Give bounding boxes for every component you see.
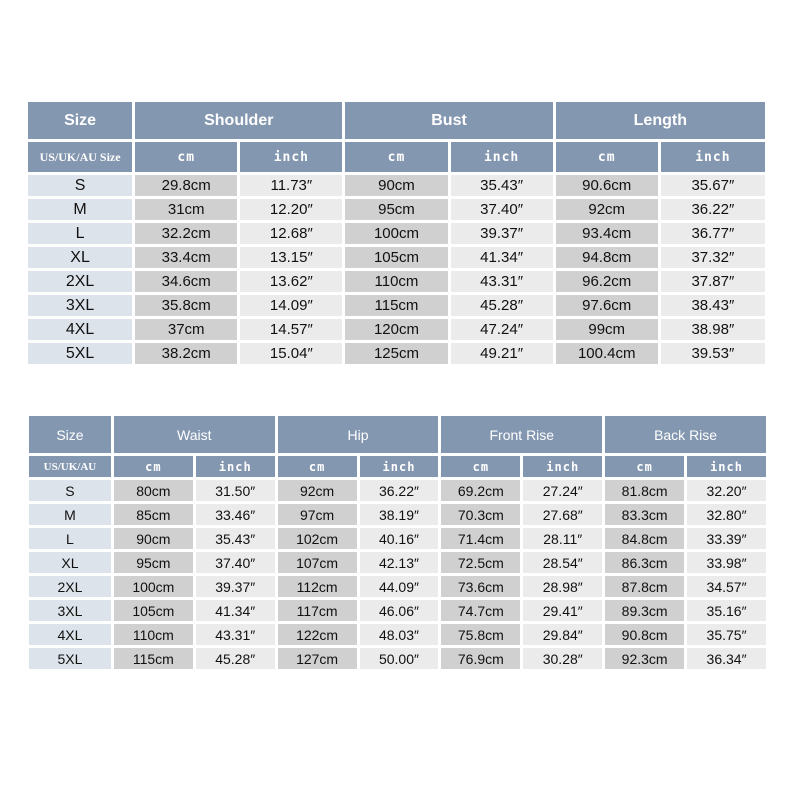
- cm-value-cell: 100cm: [114, 576, 193, 597]
- bust-header: Bust: [345, 102, 552, 139]
- cm-value-cell: 105cm: [345, 247, 447, 268]
- inch-value-cell: 27.68″: [523, 504, 602, 525]
- inch-value-cell: 27.24″: [523, 480, 602, 501]
- size-cell: S: [29, 480, 111, 501]
- cm-value-cell: 87.8cm: [605, 576, 684, 597]
- size-header: Size: [28, 102, 132, 139]
- cm-value-cell: 97cm: [278, 504, 357, 525]
- inch-value-cell: 43.31″: [451, 271, 553, 292]
- inch-value-cell: 33.46″: [196, 504, 275, 525]
- inch-value-cell: 36.34″: [687, 648, 766, 669]
- unit-inch: inch: [451, 142, 553, 172]
- table-row: [28, 319, 765, 340]
- unit-inch: inch: [523, 456, 602, 477]
- inch-value-cell: 46.06″: [360, 600, 439, 621]
- inch-value-cell: 49.21″: [451, 343, 553, 364]
- inch-value-cell: 28.98″: [523, 576, 602, 597]
- cm-value-cell: 69.2cm: [441, 480, 520, 501]
- size-cell: 3XL: [28, 295, 132, 316]
- inch-value-cell: 38.19″: [360, 504, 439, 525]
- inch-value-cell: 13.15″: [240, 247, 342, 268]
- cm-value-cell: 100cm: [345, 223, 447, 244]
- inch-value-cell: 35.16″: [687, 600, 766, 621]
- waist-header: Waist: [114, 416, 275, 453]
- size-chart-bottom-body: [29, 480, 766, 669]
- inch-value-cell: 13.62″: [240, 271, 342, 292]
- cm-value-cell: 99cm: [556, 319, 658, 340]
- inch-value-cell: 30.28″: [523, 648, 602, 669]
- inch-value-cell: 29.41″: [523, 600, 602, 621]
- cm-value-cell: 125cm: [345, 343, 447, 364]
- inch-value-cell: 32.80″: [687, 504, 766, 525]
- table-row: [28, 247, 765, 268]
- inch-value-cell: 12.68″: [240, 223, 342, 244]
- size-cell: XL: [29, 552, 111, 573]
- inch-value-cell: 35.75″: [687, 624, 766, 645]
- cm-value-cell: 90.6cm: [556, 175, 658, 196]
- table-row: [29, 624, 766, 645]
- cm-value-cell: 95cm: [114, 552, 193, 573]
- cm-value-cell: 72.5cm: [441, 552, 520, 573]
- cm-value-cell: 110cm: [114, 624, 193, 645]
- unit-cm: cm: [556, 142, 658, 172]
- region-label: US/UK/AU Size: [28, 142, 132, 172]
- cm-value-cell: 92.3cm: [605, 648, 684, 669]
- unit-inch: inch: [687, 456, 766, 477]
- table-row: [28, 175, 765, 196]
- cm-value-cell: 76.9cm: [441, 648, 520, 669]
- cm-value-cell: 38.2cm: [135, 343, 237, 364]
- table-row: [29, 480, 766, 501]
- cm-value-cell: 33.4cm: [135, 247, 237, 268]
- cm-value-cell: 35.8cm: [135, 295, 237, 316]
- size-chart-bottom: [26, 413, 769, 672]
- cm-value-cell: 122cm: [278, 624, 357, 645]
- cm-value-cell: 112cm: [278, 576, 357, 597]
- cm-value-cell: 70.3cm: [441, 504, 520, 525]
- table-row: [28, 343, 765, 364]
- table-row: [29, 528, 766, 549]
- unit-row: [29, 456, 766, 477]
- back-rise-header: Back Rise: [605, 416, 766, 453]
- inch-value-cell: 39.53″: [661, 343, 765, 364]
- cm-value-cell: 31cm: [135, 199, 237, 220]
- inch-value-cell: 33.39″: [687, 528, 766, 549]
- table-row: [29, 504, 766, 525]
- cm-value-cell: 86.3cm: [605, 552, 684, 573]
- header-row: [29, 416, 766, 453]
- size-cell: 5XL: [29, 648, 111, 669]
- unit-cm: cm: [114, 456, 193, 477]
- size-cell: 2XL: [29, 576, 111, 597]
- cm-value-cell: 110cm: [345, 271, 447, 292]
- unit-row: [28, 142, 765, 172]
- inch-value-cell: 37.32″: [661, 247, 765, 268]
- unit-inch: inch: [661, 142, 765, 172]
- cm-value-cell: 37cm: [135, 319, 237, 340]
- table-row: [29, 600, 766, 621]
- cm-value-cell: 120cm: [345, 319, 447, 340]
- hip-header: Hip: [278, 416, 439, 453]
- cm-value-cell: 95cm: [345, 199, 447, 220]
- size-cell: 4XL: [28, 319, 132, 340]
- cm-value-cell: 107cm: [278, 552, 357, 573]
- cm-value-cell: 34.6cm: [135, 271, 237, 292]
- cm-value-cell: 97.6cm: [556, 295, 658, 316]
- cm-value-cell: 71.4cm: [441, 528, 520, 549]
- inch-value-cell: 37.87″: [661, 271, 765, 292]
- cm-value-cell: 29.8cm: [135, 175, 237, 196]
- cm-value-cell: 81.8cm: [605, 480, 684, 501]
- region-label: US/UK/AU: [29, 456, 111, 477]
- inch-value-cell: 43.31″: [196, 624, 275, 645]
- size-cell: 5XL: [28, 343, 132, 364]
- inch-value-cell: 15.04″: [240, 343, 342, 364]
- inch-value-cell: 35.43″: [451, 175, 553, 196]
- cm-value-cell: 92cm: [278, 480, 357, 501]
- inch-value-cell: 33.98″: [687, 552, 766, 573]
- unit-cm: cm: [345, 142, 447, 172]
- inch-value-cell: 38.43″: [661, 295, 765, 316]
- unit-inch: inch: [360, 456, 439, 477]
- shoulder-header: Shoulder: [135, 102, 342, 139]
- inch-value-cell: 29.84″: [523, 624, 602, 645]
- cm-value-cell: 115cm: [345, 295, 447, 316]
- front-rise-header: Front Rise: [441, 416, 602, 453]
- size-cell: 2XL: [28, 271, 132, 292]
- unit-inch: inch: [196, 456, 275, 477]
- inch-value-cell: 47.24″: [451, 319, 553, 340]
- table-row: [28, 271, 765, 292]
- inch-value-cell: 39.37″: [451, 223, 553, 244]
- inch-value-cell: 41.34″: [196, 600, 275, 621]
- inch-value-cell: 32.20″: [687, 480, 766, 501]
- cm-value-cell: 85cm: [114, 504, 193, 525]
- cm-value-cell: 94.8cm: [556, 247, 658, 268]
- cm-value-cell: 83.3cm: [605, 504, 684, 525]
- cm-value-cell: 100.4cm: [556, 343, 658, 364]
- inch-value-cell: 34.57″: [687, 576, 766, 597]
- inch-value-cell: 35.67″: [661, 175, 765, 196]
- inch-value-cell: 11.73″: [240, 175, 342, 196]
- inch-value-cell: 45.28″: [196, 648, 275, 669]
- cm-value-cell: 73.6cm: [441, 576, 520, 597]
- table-row: [29, 648, 766, 669]
- inch-value-cell: 35.43″: [196, 528, 275, 549]
- size-cell: M: [29, 504, 111, 525]
- header-row: [28, 102, 765, 139]
- unit-cm: cm: [605, 456, 684, 477]
- table-row: [29, 576, 766, 597]
- inch-value-cell: 36.22″: [661, 199, 765, 220]
- cm-value-cell: 84.8cm: [605, 528, 684, 549]
- size-header: Size: [29, 416, 111, 453]
- cm-value-cell: 102cm: [278, 528, 357, 549]
- inch-value-cell: 28.54″: [523, 552, 602, 573]
- cm-value-cell: 92cm: [556, 199, 658, 220]
- cm-value-cell: 90.8cm: [605, 624, 684, 645]
- inch-value-cell: 14.09″: [240, 295, 342, 316]
- cm-value-cell: 75.8cm: [441, 624, 520, 645]
- table-row: [28, 199, 765, 220]
- size-chart-top: [25, 99, 768, 367]
- unit-inch: inch: [240, 142, 342, 172]
- cm-value-cell: 90cm: [345, 175, 447, 196]
- inch-value-cell: 48.03″: [360, 624, 439, 645]
- size-cell: 3XL: [29, 600, 111, 621]
- inch-value-cell: 44.09″: [360, 576, 439, 597]
- size-cell: L: [28, 223, 132, 244]
- cm-value-cell: 96.2cm: [556, 271, 658, 292]
- cm-value-cell: 90cm: [114, 528, 193, 549]
- table-row: [28, 223, 765, 244]
- cm-value-cell: 74.7cm: [441, 600, 520, 621]
- cm-value-cell: 127cm: [278, 648, 357, 669]
- inch-value-cell: 45.28″: [451, 295, 553, 316]
- cm-value-cell: 117cm: [278, 600, 357, 621]
- cm-value-cell: 80cm: [114, 480, 193, 501]
- inch-value-cell: 41.34″: [451, 247, 553, 268]
- inch-value-cell: 42.13″: [360, 552, 439, 573]
- inch-value-cell: 50.00″: [360, 648, 439, 669]
- cm-value-cell: 32.2cm: [135, 223, 237, 244]
- unit-cm: cm: [278, 456, 357, 477]
- size-cell: S: [28, 175, 132, 196]
- length-header: Length: [556, 102, 765, 139]
- inch-value-cell: 36.22″: [360, 480, 439, 501]
- size-cell: M: [28, 199, 132, 220]
- inch-value-cell: 40.16″: [360, 528, 439, 549]
- unit-cm: cm: [135, 142, 237, 172]
- inch-value-cell: 39.37″: [196, 576, 275, 597]
- inch-value-cell: 31.50″: [196, 480, 275, 501]
- cm-value-cell: 93.4cm: [556, 223, 658, 244]
- unit-cm: cm: [441, 456, 520, 477]
- inch-value-cell: 37.40″: [451, 199, 553, 220]
- inch-value-cell: 14.57″: [240, 319, 342, 340]
- inch-value-cell: 28.11″: [523, 528, 602, 549]
- cm-value-cell: 115cm: [114, 648, 193, 669]
- inch-value-cell: 36.77″: [661, 223, 765, 244]
- inch-value-cell: 12.20″: [240, 199, 342, 220]
- table-row: [28, 295, 765, 316]
- inch-value-cell: 38.98″: [661, 319, 765, 340]
- size-cell: 4XL: [29, 624, 111, 645]
- size-cell: XL: [28, 247, 132, 268]
- table-row: [29, 552, 766, 573]
- cm-value-cell: 105cm: [114, 600, 193, 621]
- size-chart-top-body: [28, 175, 765, 364]
- size-cell: L: [29, 528, 111, 549]
- inch-value-cell: 37.40″: [196, 552, 275, 573]
- cm-value-cell: 89.3cm: [605, 600, 684, 621]
